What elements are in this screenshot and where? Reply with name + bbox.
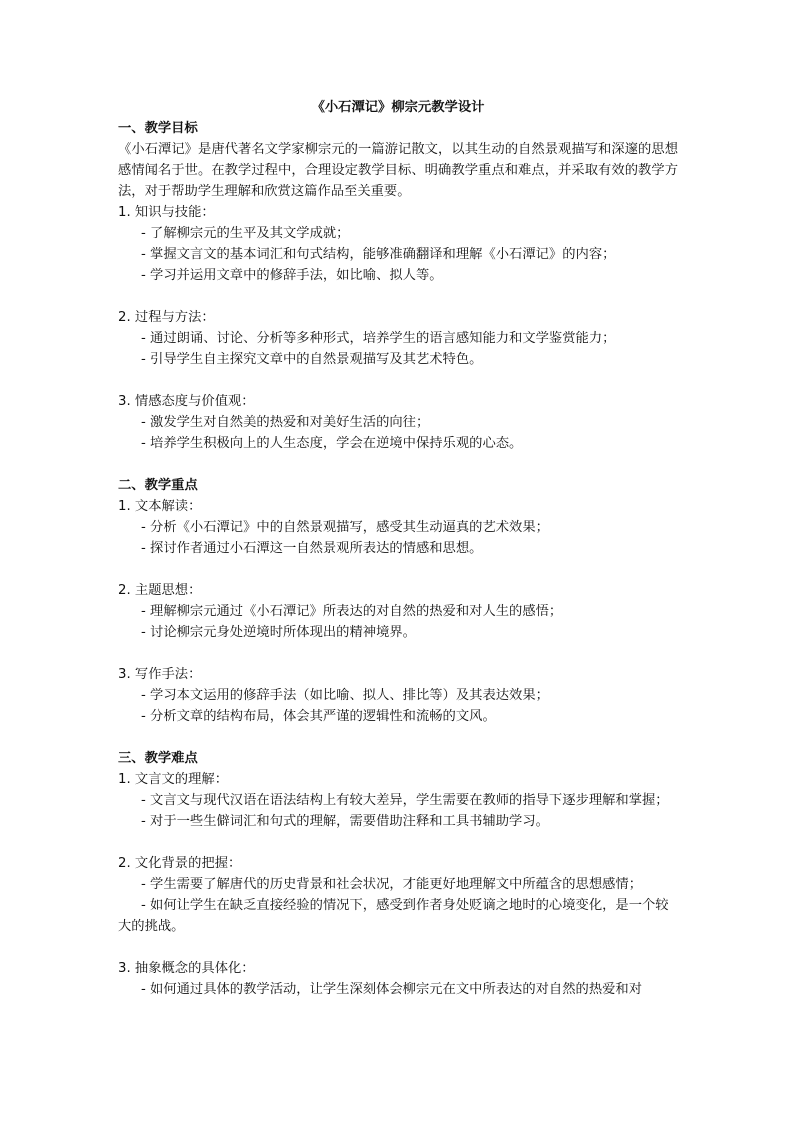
- spacer: [118, 727, 678, 748]
- group-label: 3. 抽象概念的具体化：: [118, 961, 255, 976]
- list-item: - 对于一些生僻词汇和句式的理解，需要借助注释和工具书辅助学习。: [141, 814, 549, 829]
- list-item: - 如何让学生在缺乏直接经验的情况下，感受到作者身处贬谪之地时的心境变化，是一个较大的挑战。: [118, 898, 669, 934]
- list-item: - 探讨作者通过小石潭这一自然景观所表达的情感和思想。: [141, 541, 483, 556]
- list-item: - 引导学生自主探究文章中的自然景观描写及其艺术特色。: [141, 352, 483, 367]
- group-label: 2. 文化背景的把握：: [118, 856, 242, 871]
- spacer: [118, 286, 678, 307]
- spacer: [118, 559, 678, 580]
- group-label: 2. 过程与方法：: [118, 310, 215, 325]
- list-item: - 理解柳宗元通过《小石潭记》所表达的对自然的热爱和对人生的感悟；: [141, 604, 563, 619]
- document-page: [118, 97, 678, 1000]
- group-label: 3. 情感态度与价值观：: [118, 394, 255, 409]
- section-heading-difficulties: 三、教学难点: [118, 751, 198, 766]
- list-item: - 分析《小石潭记》中的自然景观描写，感受其生动逼真的艺术效果；: [141, 520, 549, 535]
- spacer: [118, 832, 678, 853]
- list-item: - 掌握文言文的基本词汇和句式结构，能够准确翻译和理解《小石潭记》的内容；: [141, 247, 616, 262]
- list-item: - 培养学生积极向上的人生态度，学会在逆境中保持乐观的心态。: [141, 436, 523, 451]
- list-item: - 讨论柳宗元身处逆境时所体现出的精神境界。: [141, 625, 416, 640]
- intro-paragraph: 《小石潭记》是唐代著名文学家柳宗元的一篇游记散文，以其生动的自然景观描写和深邃的思想感情闻名于世。在教学过程中，合理设定教学目标、明确教学重点和难点，并采取有效的教学方法，对于帮助学生理解和欣赏这篇作品至关重要。: [118, 142, 678, 199]
- list-item: - 通过朗诵、讨论、分析等多种形式，培养学生的语言感知能力和文学鉴赏能力；: [141, 331, 616, 346]
- group-label: 1. 知识与技能：: [118, 205, 215, 220]
- spacer: [118, 454, 678, 475]
- group-label: 3. 写作手法：: [118, 667, 202, 682]
- spacer: [118, 937, 678, 958]
- list-item: - 如何通过具体的教学活动，让学生深刻体会柳宗元在文中所表达的对自然的热爱和对: [141, 982, 643, 997]
- list-item: - 了解柳宗元的生平及其文学成就；: [141, 226, 350, 241]
- section-heading-goals: 一、教学目标: [118, 121, 198, 136]
- group-label: 1. 文本解读：: [118, 499, 202, 514]
- spacer: [118, 643, 678, 664]
- group-label: 2. 主题思想：: [118, 583, 202, 598]
- list-item: - 文言文与现代汉语在语法结构上有较大差异，学生需要在教师的指导下逐步理解和掌握；: [141, 793, 669, 808]
- section-heading-key-points: 二、教学重点: [118, 478, 198, 493]
- document-title: 《小石潭记》柳宗元教学设计: [311, 100, 485, 115]
- list-item: - 学习并运用文章中的修辞手法，如比喻、拟人等。: [141, 268, 443, 283]
- list-item: - 激发学生对自然美的热爱和对美好生活的向往；: [141, 415, 430, 430]
- spacer: [118, 370, 678, 391]
- list-item: - 分析文章的结构布局，体会其严谨的逻辑性和流畅的文风。: [141, 709, 496, 724]
- group-label: 1. 文言文的理解：: [118, 772, 228, 787]
- list-item: - 学习本文运用的修辞手法（如比喻、拟人、排比等）及其表达效果；: [141, 688, 549, 703]
- list-item: - 学生需要了解唐代的历史背景和社会状况，才能更好地理解文中所蕴含的思想感情；: [141, 877, 643, 892]
